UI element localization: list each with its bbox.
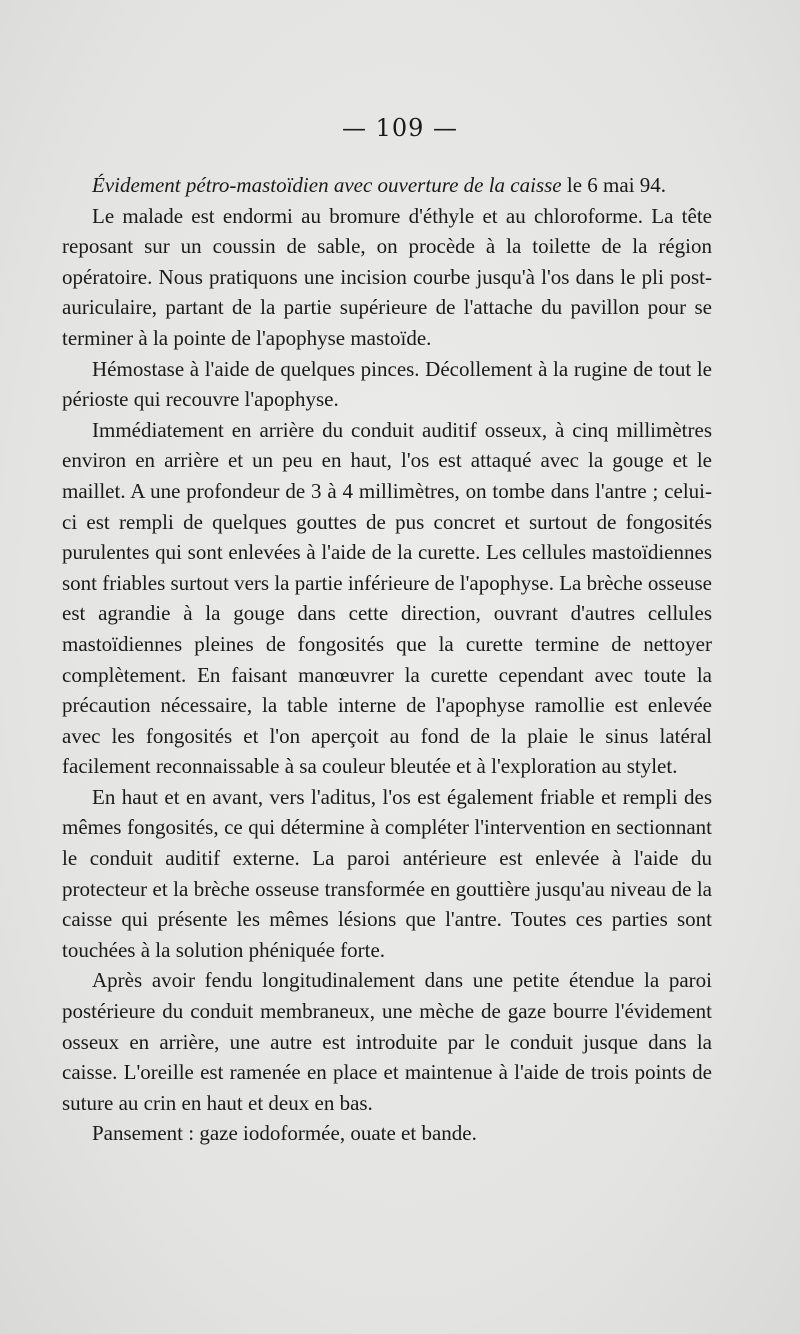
paragraph: Hémostase à l'aide de quelques pinces. Décollement à la rugine de tout le périoste qui recouvre l'apophyse. bbox=[62, 356, 712, 412]
heading-paragraph bbox=[62, 170, 712, 201]
paragraph: Immédiatement en arrière du conduit auditif osseux, à cinq millimètres environ en arrière et un peu en haut, l'os est attaqué avec la gouge et le maillet. A une profondeur de 3 à 4 millimètres, on tombe dans l'antre ; celui-ci est rempli de quelques gouttes de pus concret et surtout de fongosités purulentes qui sont enlevées à l'aide de la curette. Les cellules mastoïdiennes sont friables surtout vers la partie inférieure de l'apophyse. La brèche osseuse est agrandie à la gouge dans cette direction, ouvrant d'autres cellules mastoïdiennes pleines de fongosités que la curette termine de nettoyer complètement. En faisant manœuvrer la curette cependant avec toute la précaution nécessaire, la table interne de l'apophyse ramollie est enlevée avec les fongosités et l'on aperçoit au fond de la plaie le sinus latéral facilement reconnaissable à sa couleur bleutée et à l'exploration au stylet. bbox=[62, 417, 712, 779]
page-number: — 109 — bbox=[341, 114, 459, 142]
paragraph: Après avoir fendu longitudinalement dans une petite étendue la paroi postérieure du conduit membraneux, une mèche de gaze bourre l'évidement osseux en arrière, une autre est introduite par le conduit jusque dans la caisse. L'oreille est ramenée en place et maintenue à l'aide de trois points de suture au crin en haut et deux en bas. bbox=[62, 968, 712, 1115]
body-text bbox=[62, 170, 712, 1149]
case-date: le 6 mai 94. bbox=[561, 173, 667, 197]
paragraph: Le malade est endormi au bromure d'éthyle et au chloroforme. La tête reposant sur un coussin de sable, on procède à la toilette de la région opératoire. Nous pratiquons une incision courbe jusqu'à l'os dans le pli post-auriculaire, partant de la partie supérieure de l'attache du pavillon pour se terminer à la pointe de l'apophyse mastoïde. bbox=[62, 203, 712, 350]
paragraph: En haut et en avant, vers l'aditus, l'os est également friable et rempli des mêmes fongosités, ce qui détermine à compléter l'intervention en sectionnant le conduit auditif externe. La paroi antérieure est enlevée à l'aide du protecteur et la brèche osseuse transformée en gouttière jusqu'au niveau de la caisse qui présente les mêmes lésions que l'antre. Toutes ces parties sont touchées à la solution phéniquée forte. bbox=[62, 784, 712, 962]
case-title: Évidement pétro-mastoïdien avec ouverture de la caisse bbox=[92, 173, 562, 197]
paragraph: Pansement : gaze iodoformée, ouate et bande. bbox=[92, 1121, 477, 1146]
